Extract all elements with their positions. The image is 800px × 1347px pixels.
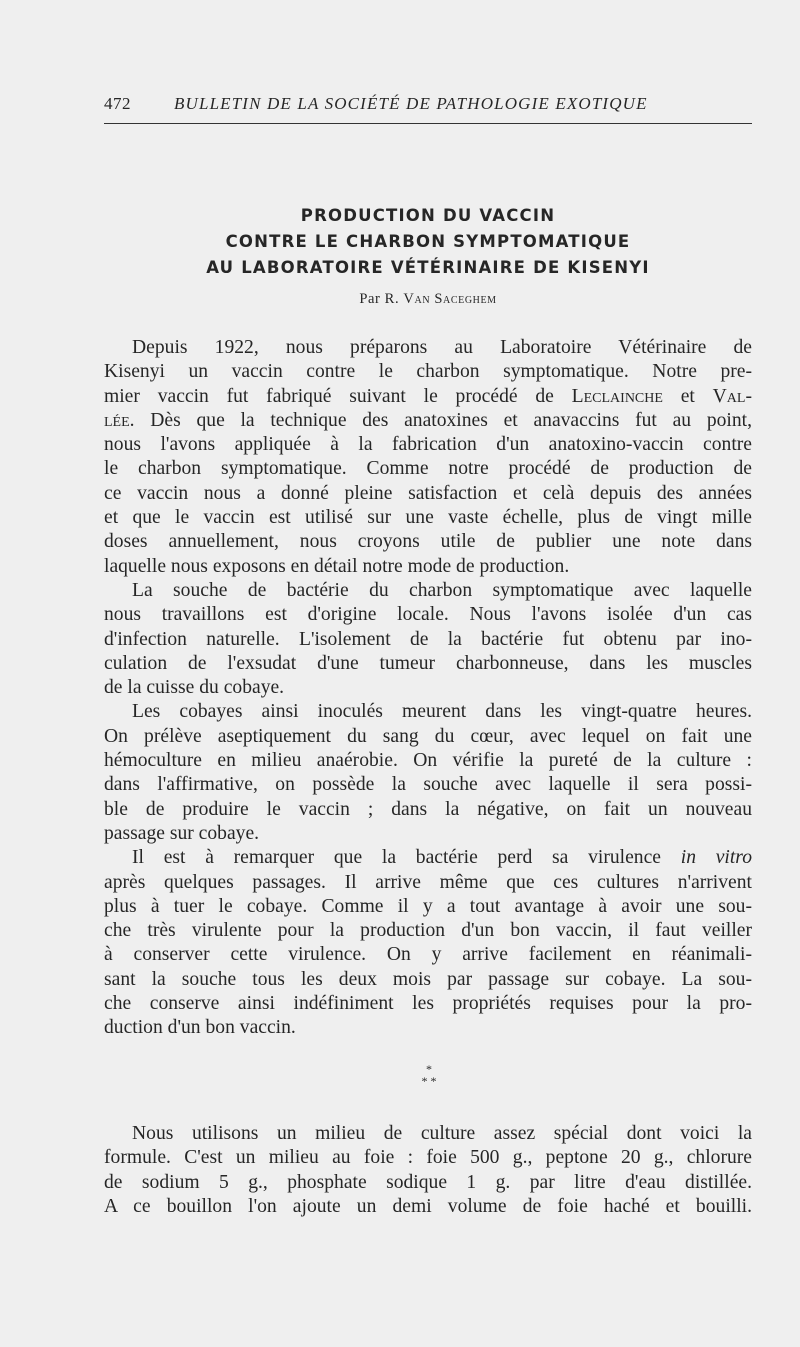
line-text: dans l'affirmative, on possède la souche avec laquelle il sera possi- xyxy=(104,774,752,796)
line-text: che conserve ainsi indéfiniment les propriétés requises pour la pro- xyxy=(104,993,752,1015)
text-line xyxy=(104,530,752,554)
line-text: Nous utilisons un milieu de culture assez spécial dont voici la xyxy=(132,1123,752,1144)
line-text: de la cuisse du cobaye. xyxy=(104,677,285,699)
line-text: laquelle nous exposons en détail notre mode de production. xyxy=(104,555,570,577)
text-line xyxy=(104,385,752,409)
line-text: . Dès que la technique des anatoxines et anavaccins fut au point, xyxy=(129,409,752,431)
page-number: 472 xyxy=(104,94,131,113)
text-line xyxy=(104,409,752,433)
line-text: La souche de bactérie du charbon symptomatique avec laquelle xyxy=(132,579,752,601)
asterism-bottom: * * xyxy=(421,1074,437,1088)
text-line xyxy=(104,871,752,895)
cited-author: lée xyxy=(104,409,130,431)
line-text: nous travaillons est d'origine locale. Nous l'avons isolée d'un cas xyxy=(104,604,752,626)
cited-author: Val- xyxy=(712,385,752,407)
text-line xyxy=(104,1122,752,1146)
line-text: ce vaccin nous a donné pleine satisfaction et celà depuis des années xyxy=(104,482,752,504)
text-line xyxy=(104,1195,752,1219)
author-prefix: Par R. xyxy=(359,291,400,307)
line-text: à conserver cette virulence. On y arrive facilement en réanimali- xyxy=(104,944,752,966)
text-line xyxy=(104,628,752,652)
line-text: mier vaccin fut fabriqué suivant le procédé de xyxy=(104,385,572,407)
text-line xyxy=(104,846,752,870)
article-title-line-3: AU LABORATOIRE VÉTÉRINAIRE DE KISENYI xyxy=(206,258,650,277)
line-text: le charbon symptomatique. Comme notre procédé de production de xyxy=(104,458,752,480)
header-rule xyxy=(104,123,752,124)
line-text: Depuis 1922, nous préparons au Laboratoire Vétérinaire de xyxy=(132,337,752,358)
text-line xyxy=(104,749,752,773)
line-text: Il est à remarquer que la bactérie perd sa virulence xyxy=(132,847,681,869)
article-title-line-2: CONTRE LE CHARBON SYMPTOMATIQUE xyxy=(225,232,631,251)
italic-term: in vitro xyxy=(680,847,753,869)
text-line xyxy=(104,919,752,943)
line-text: passage sur cobaye. xyxy=(104,822,260,844)
text-line xyxy=(104,773,752,797)
text-line xyxy=(104,992,752,1016)
line-text: d'infection naturelle. L'isolement de la bactérie fut obtenu par ino- xyxy=(104,628,752,650)
author-byline xyxy=(104,291,752,308)
line-text: et que le vaccin est utilisé sur une vaste échelle, plus de vingt mille xyxy=(104,507,752,529)
text-line xyxy=(104,798,752,822)
line-text: plus à tuer le cobaye. Comme il y a tout avantage à avoir une sou- xyxy=(104,895,752,917)
line-text: et xyxy=(662,385,713,407)
text-line xyxy=(104,433,752,457)
author-name: Van Saceghem xyxy=(403,291,497,307)
line-text: On prélève aseptiquement du sang du cœur, avec lequel on fait une xyxy=(104,725,752,747)
asterism xyxy=(404,1063,454,1093)
text-line xyxy=(104,968,752,992)
line-text: Les cobayes ainsi inoculés meurent dans les vingt-quatre heures. xyxy=(132,701,752,723)
article-body-section-2 xyxy=(104,1122,752,1219)
text-line xyxy=(104,822,752,846)
line-text: duction d'un bon vaccin. xyxy=(104,1017,296,1039)
text-line xyxy=(104,1016,752,1040)
line-text: hémoculture en milieu anaérobie. On vérifie la pureté de la culture : xyxy=(104,750,752,772)
line-text: culation de l'exsudat d'une tumeur charbonneuse, dans les muscles xyxy=(104,652,752,674)
line-text: ble de produire le vaccin ; dans la négative, on fait un nouveau xyxy=(104,798,752,820)
line-text: nous l'avons appliquée à la fabrication d'un anatoxino-vaccin contre xyxy=(104,434,752,456)
text-line xyxy=(104,506,752,530)
article-body xyxy=(104,336,752,1041)
text-line xyxy=(104,652,752,676)
line-text: Kisenyi un vaccin contre le charbon symptomatique. Notre pre- xyxy=(104,361,752,383)
text-line xyxy=(104,1171,752,1195)
line-text: sant la souche tous les deux mois par passage sur cobaye. La sou- xyxy=(104,968,752,990)
text-line xyxy=(104,1146,752,1170)
text-line xyxy=(104,482,752,506)
text-line xyxy=(104,943,752,967)
text-line xyxy=(104,457,752,481)
asterism-top: * xyxy=(426,1062,432,1076)
text-line xyxy=(104,676,752,700)
text-line xyxy=(104,895,752,919)
article-title-line-1: PRODUCTION DU VACCIN xyxy=(300,206,556,225)
text-line xyxy=(104,579,752,603)
journal-title: BULLETIN DE LA SOCIÉTÉ DE PATHOLOGIE EXOTIQUE xyxy=(174,94,648,113)
text-line xyxy=(104,700,752,724)
running-header xyxy=(104,94,752,116)
line-text: formule. C'est un milieu au foie : foie 500 g., peptone 20 g., chlorure xyxy=(104,1147,752,1169)
text-line xyxy=(104,603,752,627)
text-line xyxy=(104,336,752,360)
text-line xyxy=(104,360,752,384)
line-text: doses annuellement, nous croyons utile de publier une note dans xyxy=(104,531,752,553)
line-text: A ce bouillon l'on ajoute un demi volume de foie haché et bouilli. xyxy=(104,1195,752,1217)
line-text: de sodium 5 g., phosphate sodique 1 g. par litre d'eau distillée. xyxy=(104,1171,752,1193)
line-text: après quelques passages. Il arrive même que ces cultures n'arrivent xyxy=(104,871,752,893)
text-line xyxy=(104,555,752,579)
cited-author: Leclainche xyxy=(571,385,663,407)
text-line xyxy=(104,725,752,749)
line-text: che très virulente pour la production d'un bon vaccin, il faut veiller xyxy=(104,920,752,942)
